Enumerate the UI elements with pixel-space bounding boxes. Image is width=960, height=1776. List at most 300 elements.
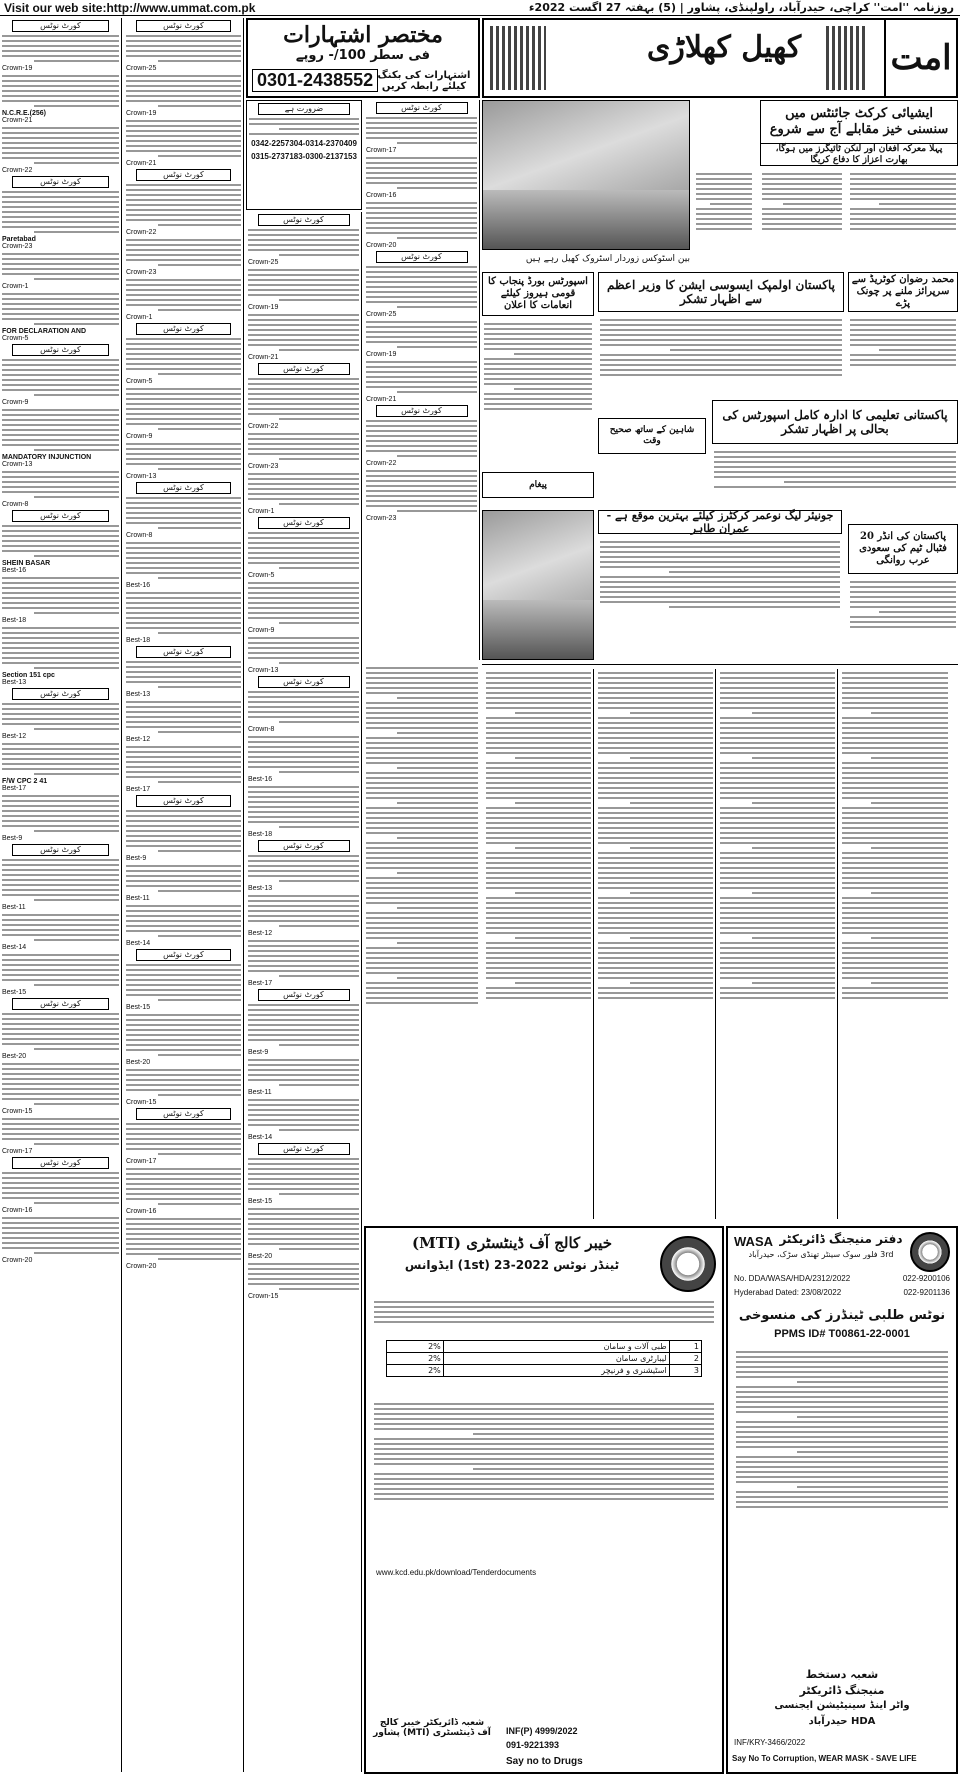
text-line <box>248 945 359 947</box>
court-notice-label: کورٹ نوٹس <box>136 1108 231 1120</box>
ad-code-label: Crown-25 <box>366 311 397 318</box>
wasa-seal-icon <box>910 1232 950 1272</box>
text-line <box>34 728 119 730</box>
text-line <box>248 965 359 967</box>
text-line <box>2 592 119 594</box>
text-line <box>762 213 842 215</box>
text-line <box>366 286 477 288</box>
wasa-sign2: منیجنگ ڈائریکٹر <box>799 1684 885 1697</box>
text-line <box>486 877 591 879</box>
text-line <box>598 922 713 924</box>
text-line <box>842 867 948 869</box>
text-line <box>126 45 241 47</box>
text-line <box>366 167 477 169</box>
text-line <box>279 771 360 773</box>
text-line <box>126 835 241 837</box>
text-line <box>2 359 119 361</box>
text-line <box>486 842 591 844</box>
text-line <box>842 707 948 709</box>
text-line <box>126 1074 241 1076</box>
text-line <box>486 727 591 729</box>
text-line <box>126 55 241 57</box>
text-line <box>598 817 713 819</box>
text-line <box>248 453 359 455</box>
ad-code-label: Best-13 <box>248 885 273 892</box>
court-notice-label: کورٹ نوٹس <box>258 840 350 852</box>
text-line <box>842 822 948 824</box>
text-line <box>34 939 119 941</box>
text-line <box>720 782 835 784</box>
text-line <box>2 1187 119 1189</box>
text-line <box>720 927 835 929</box>
text-line <box>600 561 840 563</box>
text-line <box>484 408 592 410</box>
text-line <box>248 239 359 241</box>
text-line <box>598 837 713 839</box>
ad-code-label: Crown-19 <box>366 351 397 358</box>
text-line <box>762 183 842 185</box>
wasa-org: WASA <box>734 1234 773 1249</box>
text-line <box>366 967 478 969</box>
text-line <box>126 259 241 261</box>
text-line <box>2 825 119 827</box>
text-line <box>248 542 359 544</box>
text-line <box>248 691 359 693</box>
text-line <box>842 742 948 744</box>
text-line <box>366 172 477 174</box>
text-line <box>2 1128 119 1130</box>
text-line <box>366 892 478 894</box>
text-line <box>126 418 241 420</box>
text-line <box>2 318 119 320</box>
text-line <box>484 343 592 345</box>
text-line <box>248 657 359 659</box>
text-line <box>366 812 478 814</box>
text-line <box>2 919 119 921</box>
text-line <box>2 414 119 416</box>
text-line <box>850 359 956 361</box>
text-line <box>486 957 591 959</box>
text-line <box>630 802 713 804</box>
text-line <box>720 732 835 734</box>
text-line <box>842 922 948 924</box>
text-line <box>248 289 359 291</box>
text-line <box>842 877 948 879</box>
ads-phone[interactable]: 0301-2438552 <box>252 69 378 92</box>
text-line <box>762 218 842 220</box>
text-line <box>762 208 842 210</box>
text-line <box>366 817 478 819</box>
text-line <box>486 947 591 949</box>
court-notice-label: کورٹ نوٹس <box>12 998 109 1010</box>
text-line <box>374 1498 714 1500</box>
text-line <box>842 912 948 914</box>
text-line <box>850 601 956 603</box>
text-line <box>366 717 478 719</box>
court-notice-label: کورٹ نوٹس <box>258 363 350 375</box>
website-url[interactable]: Visit our web site:http://www.ummat.com.pk <box>4 1 256 15</box>
text-line <box>126 885 241 887</box>
text-line <box>374 1463 714 1465</box>
text-line <box>126 979 241 981</box>
text-line <box>598 992 713 994</box>
ad-code-label: Crown-20 <box>2 1257 33 1264</box>
text-line <box>248 329 359 331</box>
text-line <box>2 657 119 659</box>
text-line <box>2 723 119 725</box>
text-line <box>366 371 477 373</box>
text-line <box>2 35 119 37</box>
text-line <box>598 877 713 879</box>
text-line <box>797 1416 948 1418</box>
text-line <box>2 713 119 715</box>
court-notice-label: کورٹ نوٹس <box>12 688 109 700</box>
ad-code-label: Crown-23 <box>248 463 279 470</box>
text-line <box>736 1351 948 1353</box>
ad-code-label: Crown-5 <box>2 335 29 342</box>
text-line <box>374 1408 714 1410</box>
story4-headline <box>482 272 594 316</box>
text-line <box>366 932 478 934</box>
text-line <box>366 276 477 278</box>
text-line <box>366 737 478 739</box>
text-line <box>486 707 591 709</box>
text-line <box>126 304 241 306</box>
text-line <box>374 1453 714 1455</box>
text-line <box>2 894 119 896</box>
text-line <box>248 1273 359 1275</box>
text-line <box>126 910 241 912</box>
story3-headline <box>598 272 844 312</box>
text-line <box>248 816 359 818</box>
text-line <box>126 870 241 872</box>
text-line <box>366 341 477 343</box>
text-line <box>126 194 241 196</box>
text-line <box>248 766 359 768</box>
kcd-website[interactable]: www.kcd.edu.pk/download/Tenderdocuments <box>376 1568 537 1577</box>
text-line <box>598 867 713 869</box>
text-line <box>842 777 948 779</box>
text-line <box>850 364 956 366</box>
text-line <box>2 142 119 144</box>
text-line <box>2 815 119 817</box>
text-line <box>598 747 713 749</box>
text-line <box>2 879 119 881</box>
text-line <box>598 722 713 724</box>
text-line <box>871 847 948 849</box>
text-line <box>598 882 713 884</box>
text-line <box>126 1248 241 1250</box>
text-line <box>598 772 713 774</box>
text-line <box>2 869 119 871</box>
text-line <box>720 717 835 719</box>
text-line <box>850 354 956 356</box>
text-line <box>248 532 359 534</box>
text-line <box>736 1476 948 1478</box>
text-line <box>2 652 119 654</box>
text-line <box>374 1306 714 1308</box>
text-line <box>486 732 591 734</box>
text-line <box>126 1138 241 1140</box>
text-line <box>248 498 359 500</box>
text-line <box>842 752 948 754</box>
text-line <box>366 747 478 749</box>
text-line <box>126 875 241 877</box>
text-line <box>374 1418 714 1420</box>
text-line <box>2 364 119 366</box>
ad-code-label: Best-9 <box>248 1049 269 1056</box>
text-line <box>366 227 477 229</box>
text-line <box>714 486 956 488</box>
text-line <box>598 962 713 964</box>
text-line <box>158 1203 241 1205</box>
text-line <box>736 1496 948 1498</box>
ad-code-label: Best-14 <box>2 944 27 951</box>
ad-code-label: Crown-17 <box>126 1158 157 1165</box>
ad-code-label: Crown-21 <box>126 160 157 167</box>
text-line <box>126 408 241 410</box>
text-line <box>158 224 241 226</box>
text-line <box>850 581 956 583</box>
text-line <box>366 296 477 298</box>
text-line <box>366 787 478 789</box>
text-line <box>279 826 360 828</box>
text-line <box>366 707 478 709</box>
text-line <box>2 1078 119 1080</box>
ads-title: مختصر اشتہارات <box>283 22 443 48</box>
text-line <box>2 1222 119 1224</box>
text-line <box>366 682 478 684</box>
text-line <box>2 85 119 87</box>
text-line <box>248 1268 359 1270</box>
text-line <box>126 602 241 604</box>
kcd-title: خیبر کالج آف ڈینٹسٹری (MTI) <box>411 1234 612 1252</box>
ad-code-label: Crown-1 <box>2 283 29 290</box>
text-line <box>158 309 241 311</box>
text-line <box>366 912 478 914</box>
text-line <box>248 786 359 788</box>
text-line <box>2 632 119 634</box>
text-line <box>126 507 241 509</box>
text-line <box>598 942 713 944</box>
text-line <box>515 757 591 759</box>
ad-code-label: Crown-21 <box>248 354 279 361</box>
text-line <box>484 328 592 330</box>
column-box <box>598 418 706 454</box>
text-line <box>486 867 591 869</box>
text-line <box>126 90 241 92</box>
ad-code-label: Crown-23 <box>2 243 33 250</box>
text-line <box>2 607 119 609</box>
text-line <box>598 702 713 704</box>
ad-code-label: Best-13 <box>126 691 151 698</box>
ad-code-label: Best-15 <box>248 1198 273 1205</box>
wanted-phone-1: 0342-2257304-0314-2370409 <box>251 139 357 148</box>
text-line <box>366 987 478 989</box>
text-line <box>374 1423 714 1425</box>
text-line <box>600 374 842 376</box>
text-line <box>720 902 835 904</box>
text-line <box>850 208 956 210</box>
text-line <box>126 40 241 42</box>
text-line <box>486 882 591 884</box>
ad-code-label: Crown-9 <box>2 399 29 406</box>
text-line <box>397 872 478 874</box>
story2-headline-text: محمد رضوان کوٹریڈ سے سرپرائز ملنے پر چونک پڑے <box>851 274 955 309</box>
text-line <box>126 443 241 445</box>
text-line <box>486 852 591 854</box>
text-line <box>600 586 840 588</box>
text-line <box>486 992 591 994</box>
text-line <box>126 552 241 554</box>
text-line <box>126 244 241 246</box>
text-line <box>2 1038 119 1040</box>
text-line <box>126 50 241 52</box>
text-line <box>366 782 478 784</box>
text-line <box>126 820 241 822</box>
story4-headline-text: اسپورٹس بورڈ پنجاب کا قومی ہیروز کیلئے انعامات کا اعلان <box>488 276 588 311</box>
text-line <box>600 551 840 553</box>
text-line <box>2 1098 119 1100</box>
text-line <box>2 1232 119 1234</box>
text-line <box>279 622 360 624</box>
text-line <box>279 299 360 301</box>
text-line <box>397 697 478 699</box>
text-line <box>126 612 241 614</box>
text-line <box>126 622 241 624</box>
text-line <box>248 493 359 495</box>
text-line <box>366 425 477 427</box>
text-line <box>366 857 478 859</box>
text-line <box>34 231 119 233</box>
wanted-ad <box>246 100 362 210</box>
text-line <box>248 940 359 942</box>
text-line <box>842 747 948 749</box>
text-line <box>762 188 842 190</box>
text-line <box>248 796 359 798</box>
text-line <box>279 1288 360 1290</box>
text-line <box>126 761 241 763</box>
text-line <box>2 216 119 218</box>
text-line <box>598 707 713 709</box>
text-line <box>598 787 713 789</box>
text-line <box>486 777 591 779</box>
text-line <box>720 952 835 954</box>
text-line <box>871 892 948 894</box>
text-line <box>366 772 478 774</box>
text-line <box>842 817 948 819</box>
text-line <box>2 1018 119 1020</box>
text-line <box>248 1163 359 1165</box>
text-line <box>850 188 956 190</box>
text-line <box>720 722 835 724</box>
text-line <box>842 957 948 959</box>
text-line <box>366 797 478 799</box>
text-line <box>126 338 241 340</box>
text-line <box>366 177 477 179</box>
text-line <box>248 438 359 440</box>
ad-code-label: Crown-8 <box>248 726 275 733</box>
text-line <box>598 732 713 734</box>
text-line <box>598 917 713 919</box>
story6-headline-text: جونیئر لیگ نوعمر کرکٹرز کیلئے بہترین موقع ہے - عمران طاہر <box>606 508 834 535</box>
ad-code-label: Best-20 <box>248 1253 273 1260</box>
text-line <box>126 189 241 191</box>
text-line <box>126 393 241 395</box>
text-line <box>248 920 359 922</box>
text-line <box>2 308 119 310</box>
text-line <box>842 677 948 679</box>
text-line <box>2 979 119 981</box>
text-line <box>598 912 713 914</box>
text-line <box>279 567 360 569</box>
text-line <box>126 1079 241 1081</box>
text-line <box>714 451 956 453</box>
text-line <box>600 324 842 326</box>
text-line <box>600 541 840 543</box>
text-line <box>248 1004 359 1006</box>
text-line <box>126 214 241 216</box>
court-notice-label: کورٹ نوٹس <box>258 214 350 226</box>
story1-body-right <box>848 170 958 270</box>
text-line <box>366 475 477 477</box>
ummat-logo: امت <box>884 20 956 96</box>
text-line <box>126 522 241 524</box>
court-notice-label: کورٹ نوٹس <box>258 1143 350 1155</box>
text-line <box>850 596 956 598</box>
text-line <box>736 1466 948 1468</box>
text-line <box>248 488 359 490</box>
story7-body <box>848 578 958 660</box>
text-line <box>2 389 119 391</box>
text-line <box>248 587 359 589</box>
text-line <box>598 887 713 889</box>
text-line <box>842 897 948 899</box>
text-line <box>126 617 241 619</box>
text-line <box>2 718 119 720</box>
text-line <box>598 947 713 949</box>
text-line <box>279 1248 360 1250</box>
text-line <box>126 766 241 768</box>
text-line <box>366 922 478 924</box>
text-line <box>2 293 119 295</box>
text-line <box>797 1381 948 1383</box>
text-line <box>248 955 359 957</box>
text-line <box>374 1458 714 1460</box>
text-line <box>126 681 241 683</box>
text-line <box>248 602 359 604</box>
text-line <box>158 686 241 688</box>
text-line <box>720 737 835 739</box>
court-notice-label: کورٹ نوٹس <box>136 169 231 181</box>
text-line <box>34 667 119 669</box>
ad-code-label: Crown-5 <box>126 378 153 385</box>
text-line <box>126 661 241 663</box>
text-line <box>397 767 478 769</box>
ad-code-label: Crown-8 <box>2 501 29 508</box>
text-line <box>126 989 241 991</box>
text-line <box>600 334 842 336</box>
text-line <box>126 1198 241 1200</box>
wasa-ppms: PPMS ID# T00861-22-0001 <box>774 1328 910 1340</box>
text-line <box>762 173 842 175</box>
text-line <box>598 862 713 864</box>
text-line <box>842 832 948 834</box>
text-line <box>126 825 241 827</box>
text-line <box>34 449 119 451</box>
text-line <box>484 323 592 325</box>
text-line <box>397 837 478 839</box>
